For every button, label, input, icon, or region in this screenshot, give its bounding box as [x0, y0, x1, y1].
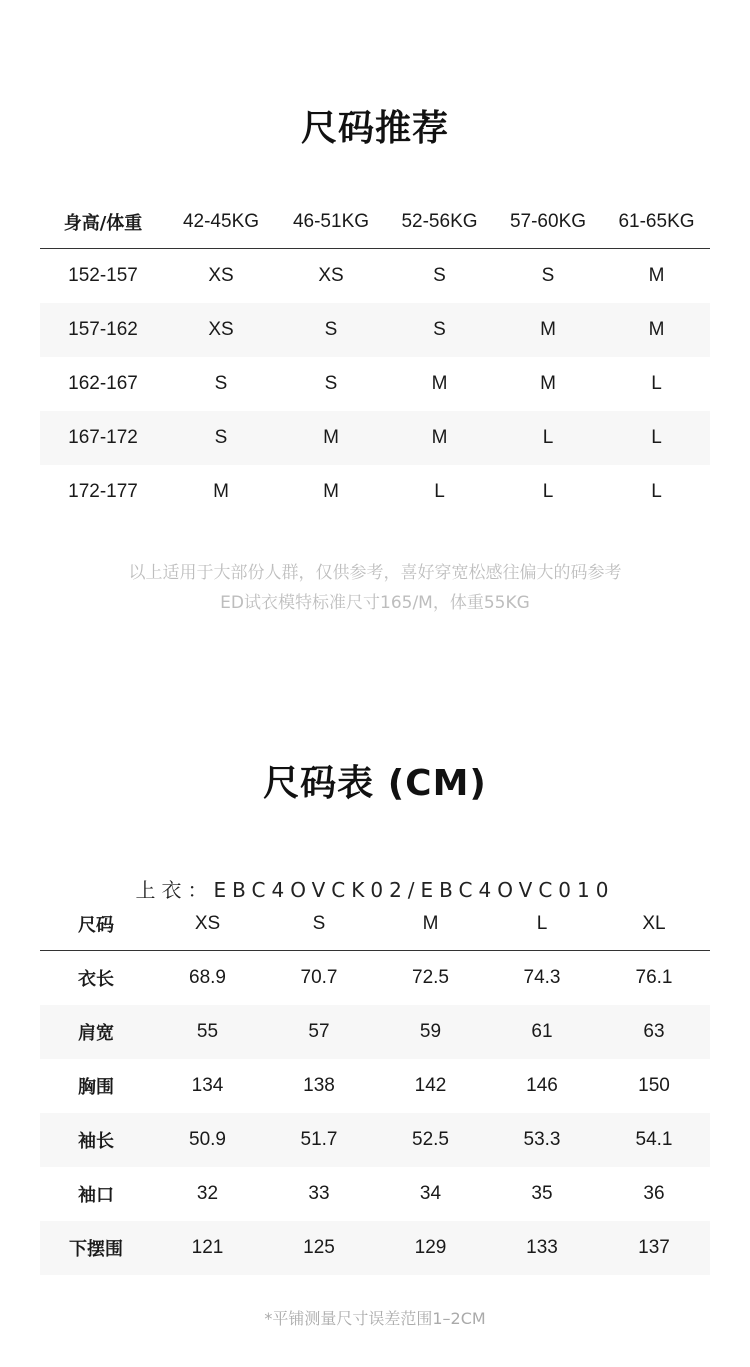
- table-cell: L: [434, 481, 445, 502]
- row-label: 肩宽: [78, 1023, 114, 1044]
- table-cell: 129: [414, 1237, 447, 1258]
- table-cell: 76.1: [635, 967, 673, 988]
- table-cell: 172-177: [68, 481, 138, 502]
- table-cell: 74.3: [523, 967, 561, 988]
- table-cell: 70.7: [300, 967, 338, 988]
- table-cell: 138: [303, 1075, 335, 1096]
- table-row: [40, 411, 710, 465]
- table-cell: 68.9: [189, 967, 226, 988]
- table-cell: 61: [531, 1021, 553, 1042]
- header-cell: 身高/体重: [63, 212, 143, 234]
- table-row: [40, 951, 710, 1006]
- table-cell: 36: [643, 1183, 665, 1204]
- table-cell: M: [431, 373, 448, 394]
- table-row: [40, 1005, 710, 1059]
- table-cell: S: [214, 427, 228, 448]
- table-row: [40, 1113, 710, 1167]
- table-cell: 121: [191, 1237, 224, 1258]
- size-recommendation-title: 尺码推荐: [300, 108, 449, 149]
- table-cell: S: [433, 319, 446, 340]
- size-recommendation-table: [40, 195, 710, 519]
- header-cell: XS: [194, 912, 221, 934]
- table-row: [40, 357, 710, 411]
- size-chart-title: 尺码表 (CM): [263, 763, 487, 804]
- table-cell: L: [651, 481, 662, 502]
- table-cell: L: [651, 373, 662, 394]
- table-cell: 142: [414, 1075, 447, 1096]
- table-cell: M: [213, 481, 229, 502]
- table-cell: 162-167: [68, 373, 138, 394]
- table-row: [40, 303, 710, 357]
- table-cell: M: [431, 427, 448, 448]
- table-cell: 134: [191, 1075, 224, 1096]
- table-cell: 152-157: [68, 265, 138, 286]
- table-cell: 137: [638, 1237, 670, 1258]
- table-cell: XS: [208, 265, 234, 286]
- table-cell: L: [542, 481, 554, 502]
- table-cell: 125: [303, 1237, 335, 1258]
- model-size-note: ED试衣模特标准尺寸165/M，体重55KG: [220, 593, 530, 613]
- table-cell: M: [323, 427, 339, 448]
- recommendation-note: 以上适用于大部份人群，仅供参考，喜好穿宽松感往偏大的码参考: [128, 563, 622, 583]
- table-cell: M: [540, 373, 556, 394]
- table-cell: 35: [531, 1183, 553, 1204]
- row-label: 袖长: [78, 1131, 114, 1152]
- table-cell: L: [542, 427, 554, 448]
- table-cell: S: [324, 319, 338, 340]
- header-cell: S: [312, 912, 326, 934]
- table-cell: M: [648, 265, 665, 286]
- table-row: [40, 1167, 710, 1221]
- table-cell: S: [433, 265, 446, 286]
- row-label: 袖口: [78, 1185, 114, 1206]
- table-header-row: [40, 897, 710, 951]
- header-cell: 61-65KG: [618, 210, 695, 232]
- table-cell: 167-172: [68, 427, 138, 448]
- table-cell: 157-162: [68, 319, 138, 340]
- table-row: [40, 249, 710, 304]
- header-cell: L: [536, 912, 548, 934]
- table-cell: 57: [308, 1021, 330, 1042]
- row-label: 胸围: [78, 1077, 114, 1098]
- table-row: [40, 465, 710, 519]
- size-chart-table: [40, 897, 710, 1275]
- table-cell: M: [648, 319, 665, 340]
- table-row: [40, 1221, 710, 1275]
- table-header-row: [40, 195, 710, 249]
- table-cell: 32: [196, 1183, 219, 1204]
- table-cell: XS: [208, 319, 234, 340]
- table-cell: 72.5: [412, 967, 449, 988]
- table-cell: M: [323, 481, 339, 502]
- header-cell: XL: [642, 912, 666, 934]
- table-cell: 34: [419, 1183, 442, 1204]
- table-cell: 54.1: [635, 1129, 673, 1150]
- row-label: 衣长: [78, 969, 114, 990]
- row-label: 下摆围: [69, 1239, 123, 1260]
- header-cell: 尺码: [78, 914, 114, 936]
- header-cell: 57-60KG: [509, 210, 587, 232]
- header-cell: 52-56KG: [401, 210, 478, 232]
- table-cell: 51.7: [300, 1129, 338, 1150]
- table-cell: XS: [318, 265, 344, 286]
- product-model-line: 上衣：EBC4OVCK02/EBC4OVC010: [135, 878, 615, 902]
- header-cell: 46-51KG: [292, 210, 370, 232]
- table-cell: L: [651, 427, 662, 448]
- table-cell: 59: [419, 1021, 442, 1042]
- table-cell: M: [540, 319, 556, 340]
- table-cell: 33: [308, 1183, 330, 1204]
- table-cell: 146: [526, 1075, 558, 1096]
- table-cell: 133: [526, 1237, 558, 1258]
- table-cell: 52.5: [412, 1129, 449, 1150]
- table-cell: S: [541, 265, 555, 286]
- header-cell: 42-45KG: [182, 210, 260, 232]
- table-cell: 63: [643, 1021, 665, 1042]
- measurement-footnote: *平铺测量尺寸误差范围1–2CM: [264, 1309, 486, 1328]
- table-cell: 50.9: [189, 1129, 226, 1150]
- header-cell: M: [422, 912, 439, 934]
- table-row: [40, 1059, 710, 1113]
- table-cell: 55: [196, 1021, 219, 1042]
- table-cell: 150: [638, 1075, 670, 1096]
- table-cell: S: [324, 373, 338, 394]
- table-cell: S: [214, 373, 228, 394]
- table-cell: 53.3: [523, 1129, 561, 1150]
